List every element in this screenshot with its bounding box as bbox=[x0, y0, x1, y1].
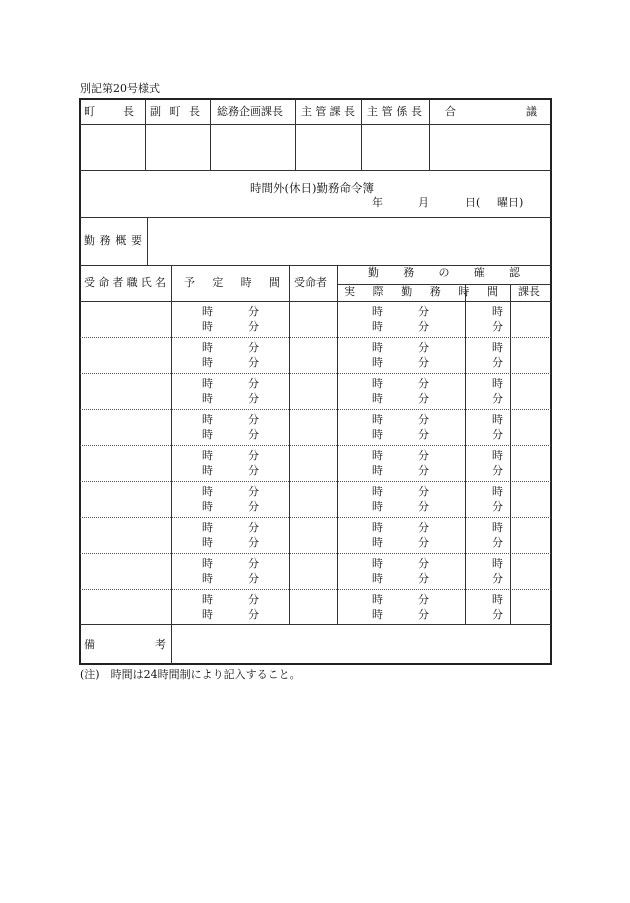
chief-seal-field[interactable] bbox=[511, 518, 550, 552]
recipient-name-field[interactable] bbox=[81, 410, 170, 444]
label-char: 際 bbox=[372, 285, 384, 298]
scheduled-start-minute: 分 bbox=[248, 413, 259, 426]
approval-header-subsection-chief bbox=[367, 105, 422, 119]
table-row bbox=[80, 337, 551, 373]
chief-seal-field[interactable] bbox=[511, 338, 550, 372]
grid-line bbox=[147, 217, 148, 265]
table-row bbox=[80, 553, 551, 589]
grid-line bbox=[338, 284, 551, 285]
scheduled-start-hour: 時 bbox=[202, 521, 213, 534]
approval-stamp-box[interactable] bbox=[362, 125, 428, 169]
label-char: 間 bbox=[486, 285, 498, 298]
label-char: 長 bbox=[343, 105, 355, 118]
form-number-label: 別記第20号様式 bbox=[80, 82, 160, 95]
actual-end-minute: 分 bbox=[418, 356, 429, 369]
approval-stamp-box[interactable] bbox=[296, 125, 360, 169]
label-char: 係 bbox=[396, 105, 408, 118]
label-char: 時 bbox=[458, 285, 470, 298]
remarks-label bbox=[84, 638, 166, 652]
table-row bbox=[80, 517, 551, 553]
recipient-seal-field[interactable] bbox=[290, 482, 336, 516]
label-char: 勤 bbox=[401, 285, 413, 298]
label-char: 職 bbox=[126, 276, 138, 289]
scheduled-start-hour: 時 bbox=[202, 305, 213, 318]
label-char: 氏 bbox=[140, 276, 152, 289]
actual-start-hour: 時 bbox=[372, 413, 383, 426]
grid-line bbox=[295, 99, 296, 170]
header-actual-time bbox=[344, 285, 498, 299]
actual-start-hour: 時 bbox=[372, 521, 383, 534]
actual-total-minute: 分 bbox=[492, 500, 503, 513]
scheduled-end-minute: 分 bbox=[248, 392, 259, 405]
table-row bbox=[80, 445, 551, 481]
actual-total-minute: 分 bbox=[492, 464, 503, 477]
date-day-label: 日( bbox=[465, 196, 481, 209]
actual-end-minute: 分 bbox=[418, 320, 429, 333]
label-char: 管 bbox=[381, 105, 393, 118]
scheduled-end-hour: 時 bbox=[202, 428, 213, 441]
scheduled-start-minute: 分 bbox=[248, 557, 259, 570]
scheduled-end-hour: 時 bbox=[202, 572, 213, 585]
actual-start-minute: 分 bbox=[418, 593, 429, 606]
approval-stamp-box[interactable] bbox=[146, 125, 209, 169]
actual-total-hour: 時 bbox=[492, 485, 503, 498]
chief-seal-field[interactable] bbox=[511, 482, 550, 516]
label-char: 長 bbox=[123, 105, 134, 118]
approval-header-section-chief bbox=[301, 105, 355, 119]
actual-start-minute: 分 bbox=[418, 449, 429, 462]
actual-start-hour: 時 bbox=[372, 377, 383, 390]
scheduled-start-minute: 分 bbox=[248, 593, 259, 606]
actual-total-hour: 時 bbox=[492, 557, 503, 570]
recipient-name-field[interactable] bbox=[81, 554, 170, 588]
approval-stamp-box[interactable] bbox=[430, 125, 550, 169]
actual-end-hour: 時 bbox=[372, 356, 383, 369]
label-char: 勤 bbox=[84, 234, 95, 247]
actual-start-hour: 時 bbox=[372, 485, 383, 498]
scheduled-end-minute: 分 bbox=[248, 500, 259, 513]
scheduled-end-minute: 分 bbox=[248, 536, 259, 549]
label-char: 考 bbox=[155, 638, 166, 651]
actual-start-minute: 分 bbox=[418, 485, 429, 498]
scheduled-end-minute: 分 bbox=[248, 356, 259, 369]
date-month-label: 月 bbox=[418, 196, 429, 209]
recipient-name-field[interactable] bbox=[81, 374, 170, 408]
grid-line bbox=[80, 170, 551, 171]
actual-start-minute: 分 bbox=[418, 521, 429, 534]
grid-line bbox=[429, 99, 430, 170]
grid-line bbox=[361, 99, 362, 170]
actual-total-minute: 分 bbox=[492, 356, 503, 369]
approval-header-mayor bbox=[84, 105, 134, 119]
actual-start-minute: 分 bbox=[418, 377, 429, 390]
recipient-seal-field[interactable] bbox=[290, 410, 336, 444]
grid-line bbox=[80, 265, 551, 266]
label-char: 受 bbox=[84, 276, 95, 289]
actual-start-hour: 時 bbox=[372, 557, 383, 570]
scheduled-end-minute: 分 bbox=[248, 428, 259, 441]
label-char: 長 bbox=[410, 105, 422, 118]
header-section-chief: 課長 bbox=[518, 285, 540, 298]
actual-end-minute: 分 bbox=[418, 428, 429, 441]
label-char: 務 bbox=[429, 285, 441, 298]
actual-end-hour: 時 bbox=[372, 428, 383, 441]
label-char: 課 bbox=[329, 105, 341, 118]
chief-seal-field[interactable] bbox=[511, 554, 550, 588]
label-char: の bbox=[438, 266, 450, 279]
label-char: 勤 bbox=[368, 266, 379, 279]
scheduled-end-minute: 分 bbox=[248, 464, 259, 477]
scheduled-start-hour: 時 bbox=[202, 449, 213, 462]
actual-end-hour: 時 bbox=[372, 320, 383, 333]
grid-line bbox=[80, 217, 551, 218]
work-summary-field[interactable] bbox=[148, 218, 551, 265]
label-char: 合 bbox=[445, 105, 456, 118]
label-char: 町 bbox=[84, 105, 95, 118]
actual-start-hour: 時 bbox=[372, 449, 383, 462]
scheduled-end-hour: 時 bbox=[202, 392, 213, 405]
actual-end-minute: 分 bbox=[418, 572, 429, 585]
header-recipient: 受命者 bbox=[294, 276, 327, 289]
recipient-name-field[interactable] bbox=[81, 482, 170, 516]
approval-header-deputy-mayor bbox=[150, 105, 200, 119]
actual-total-minute: 分 bbox=[492, 608, 503, 621]
table-row bbox=[80, 409, 551, 445]
scheduled-start-hour: 時 bbox=[202, 341, 213, 354]
actual-end-hour: 時 bbox=[372, 572, 383, 585]
actual-end-minute: 分 bbox=[418, 536, 429, 549]
table-row bbox=[80, 301, 551, 337]
scheduled-end-hour: 時 bbox=[202, 500, 213, 513]
recipient-name-field[interactable] bbox=[81, 446, 170, 480]
grid-line bbox=[80, 124, 551, 125]
actual-total-minute: 分 bbox=[492, 392, 503, 405]
scheduled-start-minute: 分 bbox=[248, 341, 259, 354]
actual-total-hour: 時 bbox=[492, 377, 503, 390]
recipient-seal-field[interactable] bbox=[290, 590, 336, 624]
approval-header-general-affairs-chief: 総務企画課長 bbox=[217, 105, 283, 118]
actual-start-minute: 分 bbox=[418, 413, 429, 426]
actual-start-hour: 時 bbox=[372, 593, 383, 606]
header-work-confirmation bbox=[368, 266, 520, 280]
actual-total-hour: 時 bbox=[492, 341, 503, 354]
recipient-name-field[interactable] bbox=[81, 590, 170, 624]
approval-stamp-box[interactable] bbox=[81, 125, 144, 169]
actual-end-hour: 時 bbox=[372, 392, 383, 405]
label-char: 間 bbox=[268, 276, 280, 289]
recipient-name-field[interactable] bbox=[81, 302, 170, 336]
chief-seal-field[interactable] bbox=[511, 302, 550, 336]
recipient-seal-field[interactable] bbox=[290, 518, 336, 552]
label-char: 定 bbox=[212, 276, 224, 289]
label-char: 要 bbox=[130, 234, 142, 247]
actual-start-minute: 分 bbox=[418, 305, 429, 318]
chief-seal-field[interactable] bbox=[511, 590, 550, 624]
actual-total-hour: 時 bbox=[492, 593, 503, 606]
label-char: 時 bbox=[240, 276, 252, 289]
actual-end-hour: 時 bbox=[372, 536, 383, 549]
scheduled-start-minute: 分 bbox=[248, 305, 259, 318]
table-row bbox=[80, 373, 551, 409]
label-char: 実 bbox=[344, 285, 355, 298]
recipient-name-field[interactable] bbox=[81, 338, 170, 372]
scheduled-start-hour: 時 bbox=[202, 413, 213, 426]
actual-end-minute: 分 bbox=[418, 608, 429, 621]
actual-total-minute: 分 bbox=[492, 572, 503, 585]
scheduled-start-hour: 時 bbox=[202, 593, 213, 606]
scheduled-start-minute: 分 bbox=[248, 377, 259, 390]
chief-seal-field[interactable] bbox=[511, 410, 550, 444]
scheduled-end-minute: 分 bbox=[248, 320, 259, 333]
scheduled-end-hour: 時 bbox=[202, 536, 213, 549]
actual-total-hour: 時 bbox=[492, 449, 503, 462]
label-char: 認 bbox=[509, 266, 520, 279]
actual-start-hour: 時 bbox=[372, 341, 383, 354]
remarks-field[interactable] bbox=[172, 625, 551, 664]
actual-total-hour: 時 bbox=[492, 521, 503, 534]
table-row bbox=[80, 589, 551, 625]
actual-total-minute: 分 bbox=[492, 428, 503, 441]
label-char: 務 bbox=[99, 234, 111, 247]
actual-total-minute: 分 bbox=[492, 536, 503, 549]
recipient-name-field[interactable] bbox=[81, 518, 170, 552]
label-char: 管 bbox=[315, 105, 327, 118]
scheduled-start-hour: 時 bbox=[202, 485, 213, 498]
recipient-seal-field[interactable] bbox=[290, 338, 336, 372]
recipient-seal-field[interactable] bbox=[290, 374, 336, 408]
label-char: 概 bbox=[115, 234, 127, 247]
date-weekday-label: 曜日) bbox=[497, 196, 524, 209]
actual-end-minute: 分 bbox=[418, 500, 429, 513]
scheduled-start-minute: 分 bbox=[248, 449, 259, 462]
scheduled-start-minute: 分 bbox=[248, 485, 259, 498]
scheduled-end-hour: 時 bbox=[202, 356, 213, 369]
actual-end-hour: 時 bbox=[372, 464, 383, 477]
label-char: 長 bbox=[189, 105, 200, 118]
label-char: 副 bbox=[150, 105, 161, 118]
form-title: 時間外(休日)勤務命令簿 bbox=[250, 181, 374, 195]
header-scheduled-time bbox=[184, 276, 280, 290]
header-recipient-name bbox=[84, 276, 166, 290]
actual-start-minute: 分 bbox=[418, 341, 429, 354]
actual-end-minute: 分 bbox=[418, 392, 429, 405]
label-char: 名 bbox=[154, 276, 166, 289]
scheduled-start-hour: 時 bbox=[202, 377, 213, 390]
label-char: 確 bbox=[473, 266, 485, 279]
recipient-seal-field[interactable] bbox=[290, 446, 336, 480]
label-char: 主 bbox=[367, 105, 378, 118]
actual-start-minute: 分 bbox=[418, 557, 429, 570]
label-char: 町 bbox=[169, 105, 181, 118]
scheduled-end-minute: 分 bbox=[248, 572, 259, 585]
actual-total-hour: 時 bbox=[492, 305, 503, 318]
grid-line bbox=[210, 99, 211, 170]
recipient-seal-field[interactable] bbox=[290, 302, 336, 336]
label-char: 備 bbox=[84, 638, 95, 651]
actual-end-minute: 分 bbox=[418, 464, 429, 477]
actual-total-hour: 時 bbox=[492, 413, 503, 426]
approval-stamp-box[interactable] bbox=[211, 125, 294, 169]
scheduled-start-hour: 時 bbox=[202, 557, 213, 570]
label-char: 命 bbox=[98, 276, 110, 289]
date-year-label: 年 bbox=[372, 196, 383, 209]
table-row bbox=[80, 481, 551, 517]
scheduled-end-hour: 時 bbox=[202, 464, 213, 477]
chief-seal-field[interactable] bbox=[511, 374, 550, 408]
actual-end-hour: 時 bbox=[372, 500, 383, 513]
label-char: 予 bbox=[184, 276, 195, 289]
actual-total-minute: 分 bbox=[492, 320, 503, 333]
approval-header-consultation bbox=[445, 105, 537, 119]
label-char: 主 bbox=[301, 105, 312, 118]
scheduled-start-minute: 分 bbox=[248, 521, 259, 534]
scheduled-end-minute: 分 bbox=[248, 608, 259, 621]
label-char: 議 bbox=[526, 105, 537, 118]
scheduled-end-hour: 時 bbox=[202, 320, 213, 333]
work-summary-label bbox=[84, 234, 142, 248]
scheduled-end-hour: 時 bbox=[202, 608, 213, 621]
footnote: (注) 時間は24時間制により記入すること。 bbox=[80, 668, 301, 681]
grid-line bbox=[145, 99, 146, 170]
recipient-seal-field[interactable] bbox=[290, 554, 336, 588]
actual-start-hour: 時 bbox=[372, 305, 383, 318]
label-char: 者 bbox=[112, 276, 124, 289]
chief-seal-field[interactable] bbox=[511, 446, 550, 480]
actual-end-hour: 時 bbox=[372, 608, 383, 621]
label-char: 務 bbox=[403, 266, 415, 279]
